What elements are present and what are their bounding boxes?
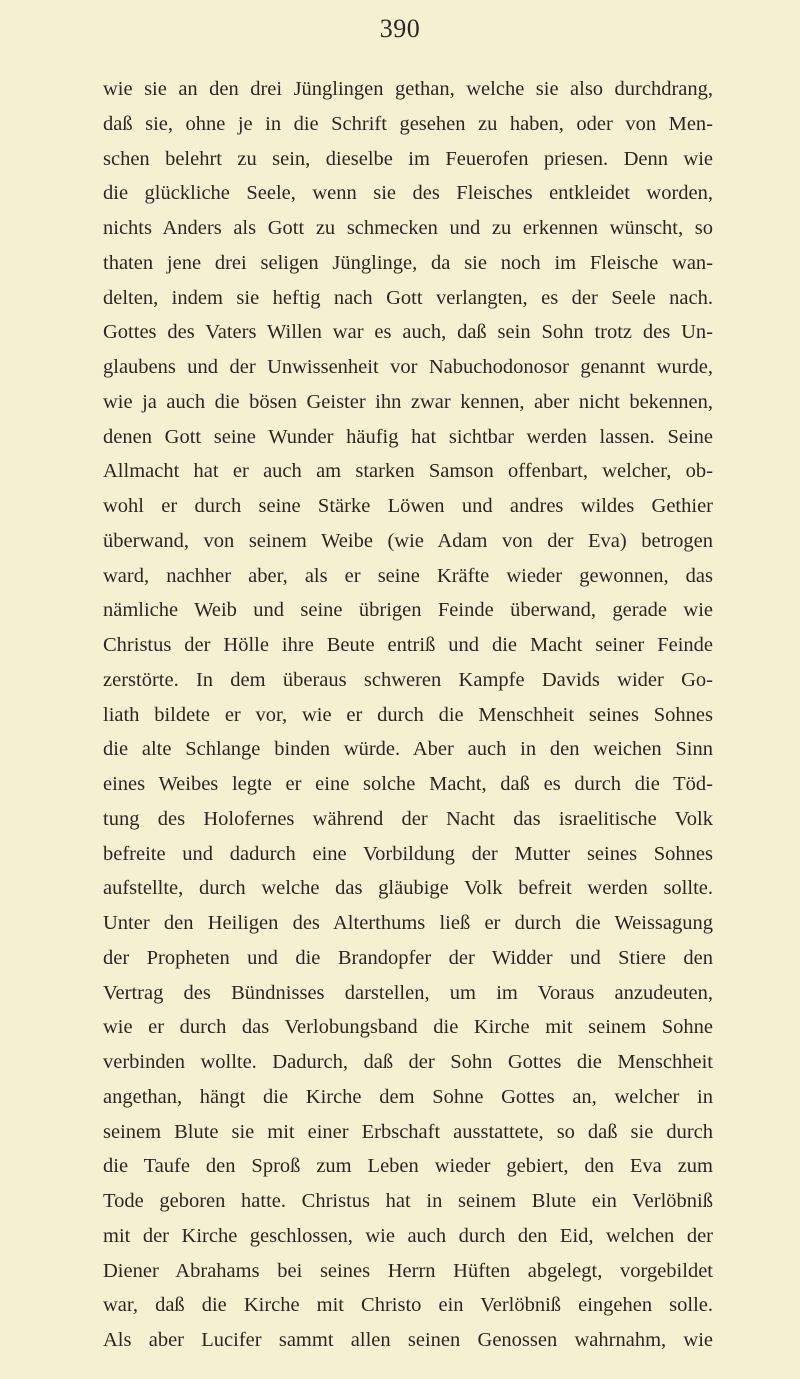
text-line: Christus der Hölle ihre Beute entriß und die Macht seiner Feinde	[103, 634, 713, 656]
text-line: Allmacht hat er auch am starken Samson offenbart, welcher, ob-	[103, 460, 713, 483]
text-line: nichts Anders als Gott zu schmecken und zu erkennen wünscht, so	[103, 217, 713, 239]
text-line: angethan, hängt die Kirche dem Sohne Gottes an, welcher in	[103, 1085, 713, 1108]
text-line: war, daß die Kirche mit Christo ein Verlöbniß eingehen solle.	[103, 1294, 713, 1317]
text-line: tung des Holofernes während der Nacht das israelitische Volk	[103, 807, 713, 830]
body-text	[103, 72, 713, 1358]
text-line: zerstörte. In dem überaus schweren Kampfe Davids wider Go-	[103, 668, 713, 691]
text-line: mit der Kirche geschlossen, wie auch durch den Eid, welchen der	[103, 1224, 713, 1247]
text-line: nämliche Weib und seine übrigen Feinde überwand, gerade wie	[103, 599, 713, 622]
text-line: Als aber Lucifer sammt allen seinen Genossen wahrnahm, wie	[103, 1329, 713, 1351]
text-line: der Propheten und die Brandopfer der Widder und Stiere den	[103, 946, 713, 969]
page-number: 390	[379, 14, 421, 43]
text-line: verbinden wollte. Dadurch, daß der Sohn Gottes die Menschheit	[103, 1051, 713, 1073]
text-line: Diener Abrahams bei seines Herrn Hüften abgelegt, vorgebildet	[103, 1259, 713, 1282]
text-line: die glückliche Seele, wenn sie des Fleisches entkleidet worden,	[103, 182, 713, 205]
text-line: schen belehrt zu sein, dieselbe im Feuerofen priesen. Denn wie	[103, 147, 713, 170]
text-line: wie sie an den drei Jünglingen gethan, welche sie also durchdrang,	[103, 78, 713, 100]
text-line: thaten jene drei seligen Jünglinge, da sie noch im Fleische wan-	[103, 251, 713, 274]
text-line: wie er durch das Verlobungsband die Kirche mit seinem Sohne	[103, 1016, 713, 1039]
text-line: die alte Schlange binden würde. Aber auch in den weichen Sinn	[103, 738, 713, 761]
text-line: befreite und dadurch eine Vorbildung der Mutter seines Sohnes	[103, 842, 713, 865]
text-line: ward, nachher aber, als er seine Kräfte wieder gewonnen, das	[103, 564, 713, 587]
text-line: aufstellte, durch welche das gläubige Volk befreit werden sollte.	[103, 877, 713, 900]
text-line: liath bildete er vor, wie er durch die Menschheit seines Sohnes	[103, 703, 713, 726]
text-line: denen Gott seine Wunder häufig hat sichtbar werden lassen. Seine	[103, 425, 713, 448]
text-line: Vertrag des Bündnisses darstellen, um im Voraus anzudeuten,	[103, 981, 713, 1004]
text-line: seinem Blute sie mit einer Erbschaft ausstattete, so daß sie durch	[103, 1120, 713, 1143]
text-line: delten, indem sie heftig nach Gott verlangten, es der Seele nach.	[103, 286, 713, 309]
text-line: eines Weibes legte er eine solche Macht, daß es durch die Töd-	[103, 773, 713, 795]
text-line: Gottes des Vaters Willen war es auch, daß sein Sohn trotz des Un-	[103, 321, 713, 344]
text-line: glaubens und der Unwissenheit vor Nabuchodonosor genannt wurde,	[103, 356, 713, 378]
text-line: überwand, von seinem Weibe (wie Adam von der Eva) betrogen	[103, 529, 713, 552]
text-line: wie ja auch die bösen Geister ihn zwar kennen, aber nicht bekennen,	[103, 390, 713, 413]
text-line: Tode geboren hatte. Christus hat in seinem Blute ein Verlöbniß	[103, 1190, 713, 1212]
text-line: wohl er durch seine Stärke Löwen und andres wildes Gethier	[103, 495, 713, 517]
text-line: daß sie, ohne je in die Schrift gesehen zu haben, oder von Men-	[103, 112, 713, 135]
text-line: die Taufe den Sproß zum Leben wieder gebiert, den Eva zum	[103, 1155, 713, 1178]
text-line: Unter den Heiligen des Alterthums ließ er durch die Weissagung	[103, 912, 713, 934]
